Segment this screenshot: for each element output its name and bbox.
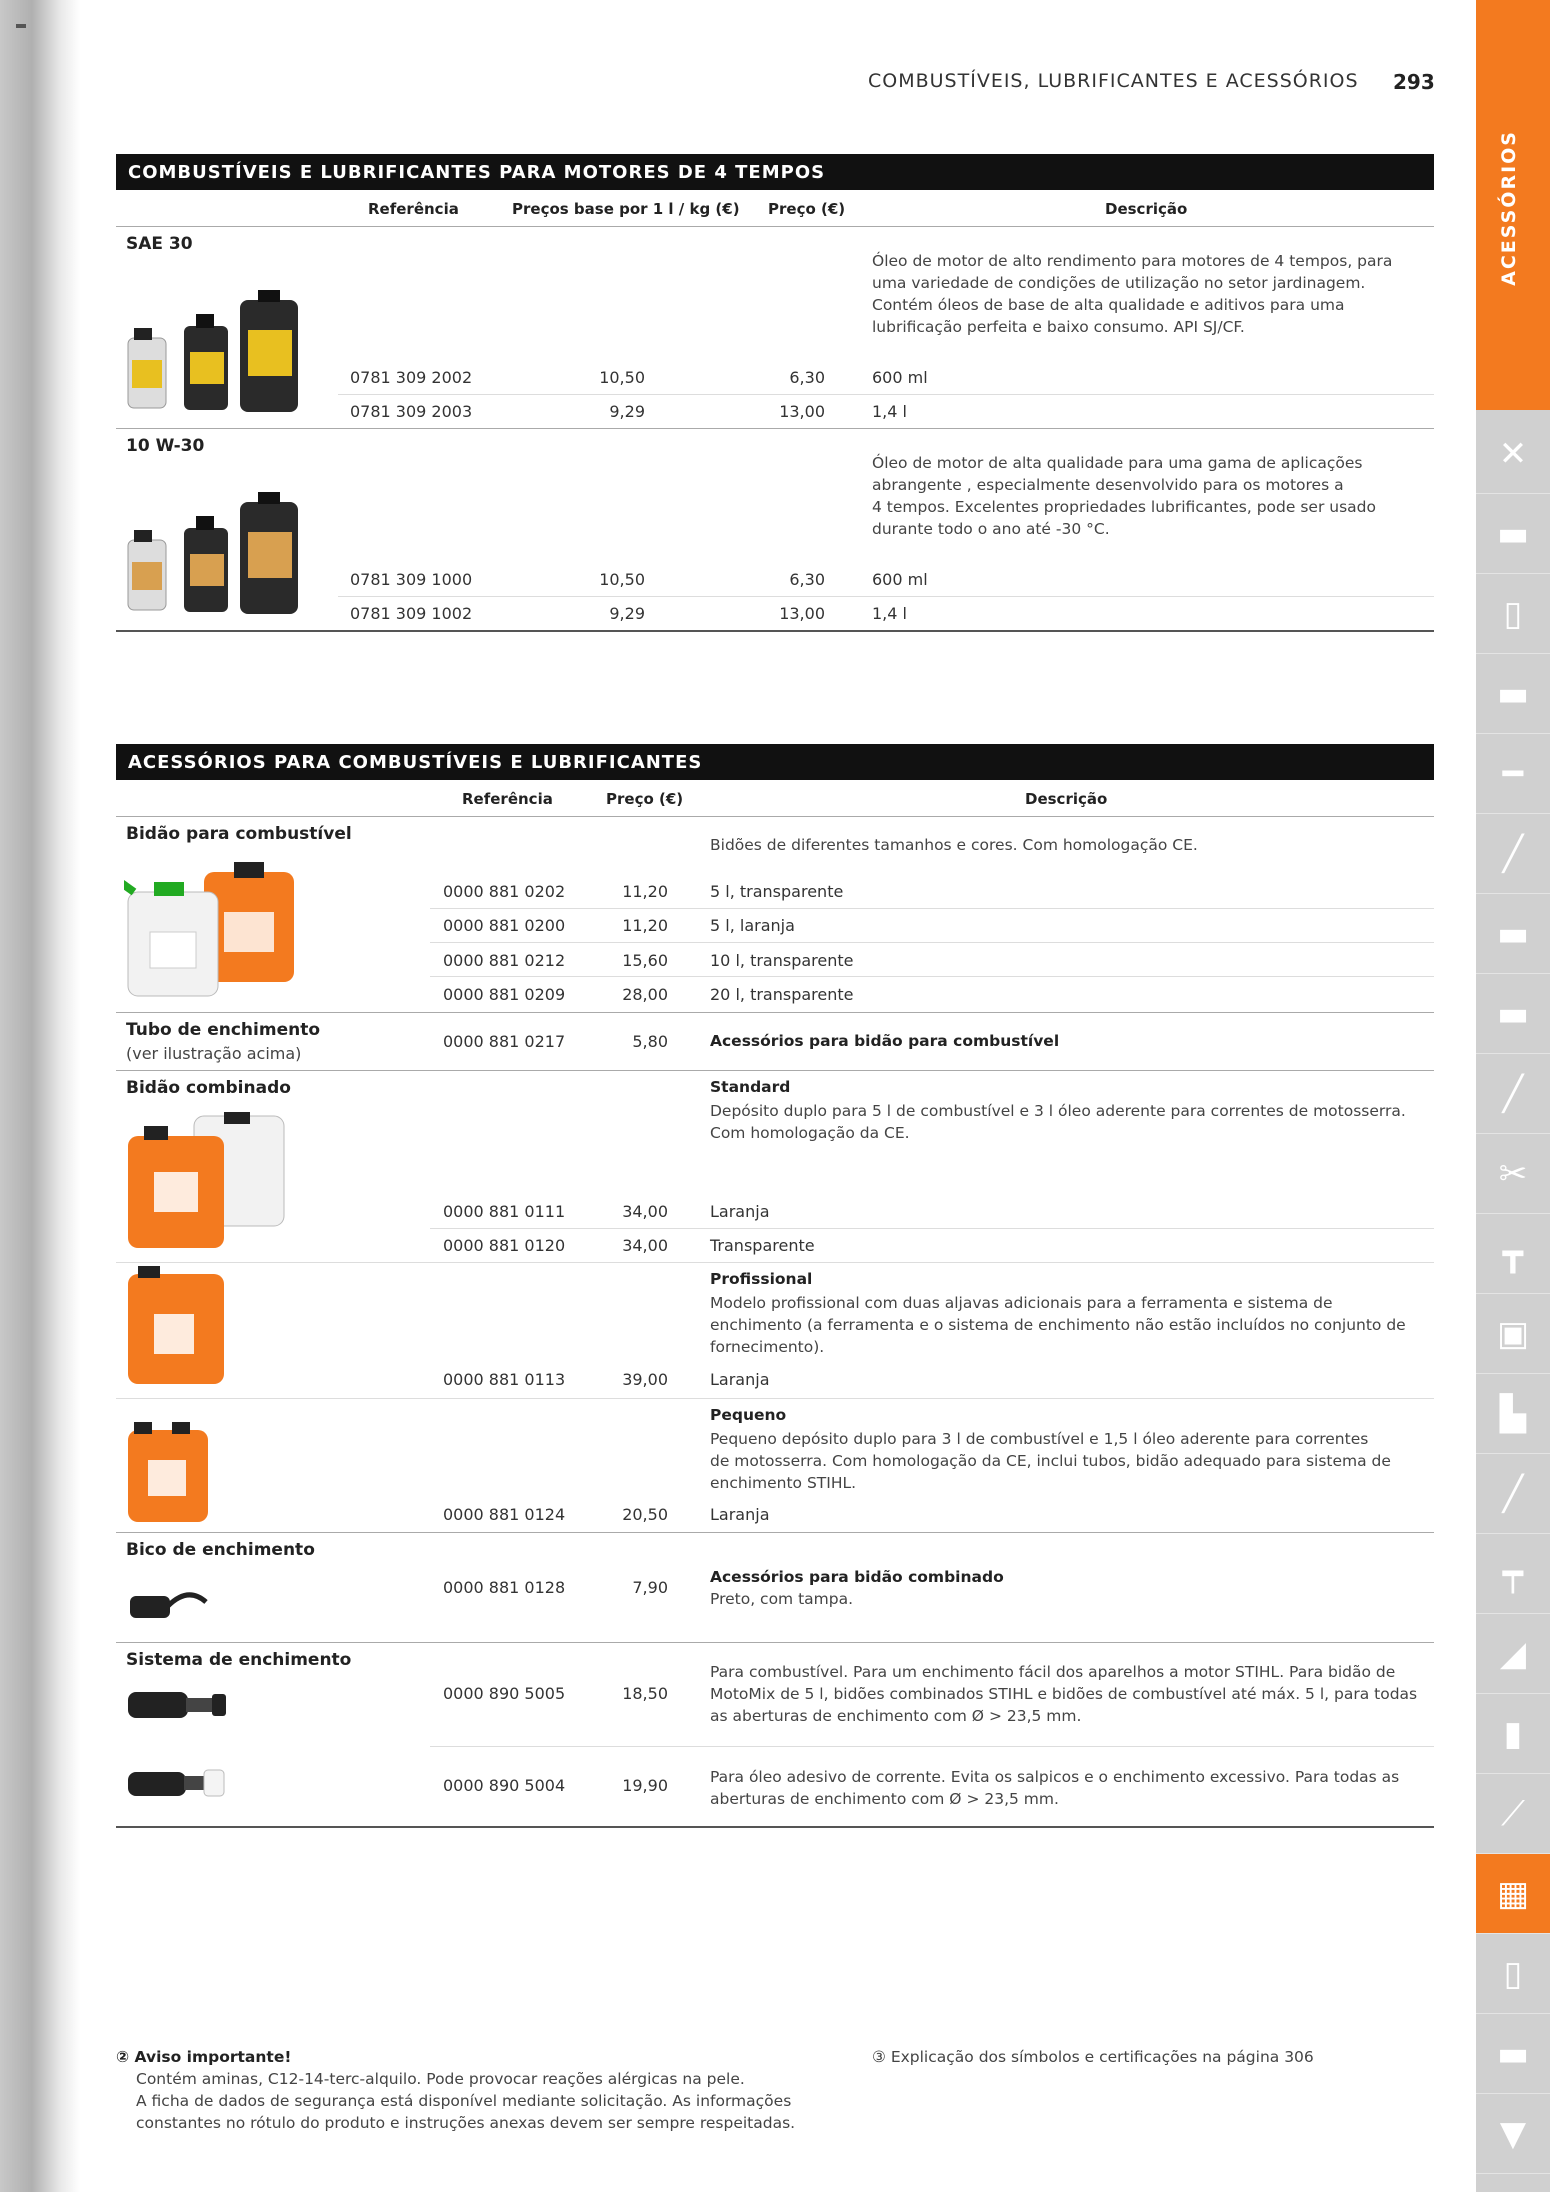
binding-gutter [0, 0, 80, 2192]
variant-description [710, 1428, 1391, 1494]
rammer-icon[interactable]: ┳ [1476, 1214, 1550, 1294]
desc-cell: Acessórios para bidão para combustível [710, 1032, 1060, 1050]
row-divider [338, 596, 1434, 597]
price-cell: 6,30 [789, 368, 825, 387]
price-cell: 19,90 [622, 1776, 668, 1795]
row-divider [430, 1228, 1434, 1229]
size-cell: 600 ml [872, 570, 928, 589]
row-divider [116, 1398, 1434, 1399]
ref-cell: 0000 881 0209 [443, 985, 566, 1004]
case-icon[interactable]: ▬ [1476, 2014, 1550, 2094]
brush-cutter-icon[interactable]: ╱ [1476, 814, 1550, 894]
product-description [710, 1766, 1399, 1810]
desc-line: lubrificação perfeita e baixo consumo. API SJ/CF. [872, 318, 1245, 336]
warning-line: A ficha de dados de segurança está disponível mediante solicitação. As informações [136, 2092, 792, 2110]
price-cell: 5,80 [632, 1032, 668, 1051]
row-divider [338, 394, 1434, 395]
desc-title: Acessórios para bidão combinado [710, 1568, 1004, 1586]
divider [116, 428, 1434, 429]
calendar-icon[interactable]: ▦ [1476, 1854, 1550, 1934]
desc-line: Para combustível. Para um enchimento fácil dos aparelhos a motor STIHL. Para bidão de [710, 1663, 1396, 1681]
base-price-cell: 10,50 [599, 368, 645, 387]
variant-title: Pequeno [710, 1406, 787, 1424]
desc-line: MotoMix de 5 l, bidões combinados STIHL e bidões de combustível até máx. 5 l, para todas [710, 1685, 1418, 1703]
product-description [872, 250, 1392, 338]
row-divider [116, 1262, 1434, 1263]
variant-description [710, 1100, 1406, 1144]
filling-system-oil-image [126, 1762, 230, 1806]
cutoff-saw-icon[interactable]: ╱ [1476, 1454, 1550, 1534]
desc-cell: 5 l, transparente [710, 882, 844, 901]
product-name: Tubo de enchimento [126, 1020, 321, 1040]
ref-cell: 0000 890 5004 [443, 1776, 566, 1795]
ref-cell: 0000 881 0217 [443, 1032, 566, 1051]
warning-line: constantes no rótulo do produto e instruções anexas devem ser sempre respeitadas. [136, 2114, 796, 2132]
desc-cell: 5 l, laranja [710, 916, 795, 935]
desc-line: de motosserra. Com homologação da CE, inclui tubos, bidão adequado para sistema de [710, 1452, 1391, 1470]
desc-line: enchimento STIHL. [710, 1474, 857, 1492]
product-name: Bidão combinado [126, 1078, 291, 1098]
ref-cell: 0000 881 0128 [443, 1578, 566, 1597]
price-cell: 13,00 [779, 402, 825, 421]
ref-cell: 0000 890 5005 [443, 1684, 566, 1703]
side-tab-acessorios[interactable]: ACESSÓRIOS [1476, 0, 1550, 410]
divider [116, 1070, 1434, 1071]
product-description [710, 1661, 1417, 1727]
price-cell: 15,60 [622, 951, 668, 970]
warning-note [116, 2046, 795, 2134]
price-cell: 20,50 [622, 1505, 668, 1524]
row-divider [430, 942, 1434, 943]
ref-cell: 0000 881 0120 [443, 1236, 566, 1255]
filling-system-image [126, 1680, 230, 1730]
ref-cell: 0781 309 2003 [350, 402, 473, 421]
desc-line: Óleo de motor de alto rendimento para motores de 4 tempos, para [872, 252, 1393, 270]
pole-pruner-icon[interactable]: ╱ [1476, 1054, 1550, 1134]
desc-line: enchimento (a ferramenta e o sistema de enchimento não estão incluídos no conjunto de [710, 1316, 1406, 1334]
product-name: 10 W-30 [126, 436, 205, 456]
row-divider [430, 1746, 1434, 1747]
desc-line: aberturas de enchimento com Ø > 23,5 mm. [710, 1790, 1059, 1808]
filling-nozzle-image [128, 1582, 210, 1628]
oil-bottles-image [124, 290, 304, 420]
desc-cell: Laranja [710, 1505, 770, 1524]
price-cell: 28,00 [622, 985, 668, 1004]
warning-line: Contém aminas, C12-14-terc-alquilo. Pode provocar reações alérgicas na pele. [136, 2070, 745, 2088]
divider [116, 1532, 1434, 1533]
bag-icon[interactable]: ▮ [1476, 1694, 1550, 1774]
scissors-icon[interactable]: ✂ [1476, 1134, 1550, 1214]
divider [116, 1642, 1434, 1643]
desc-line: as aberturas de enchimento com Ø > 23,5 mm. [710, 1707, 1082, 1725]
col-header-price: Preço (€) [606, 790, 684, 808]
ref-cell: 0000 881 0124 [443, 1505, 566, 1524]
section-end-divider [116, 1826, 1434, 1828]
ref-cell: 0000 881 0113 [443, 1370, 566, 1389]
desc-line: Modelo profissional com duas aljavas adicionais para a ferramenta e sistema de [710, 1294, 1333, 1312]
divider [116, 816, 1434, 817]
col-header-ref: Referência [462, 790, 553, 808]
product-name: Bidão para combustível [126, 824, 352, 844]
product-name: SAE 30 [126, 234, 193, 254]
desc-cell: Laranja [710, 1202, 770, 1221]
base-price-cell: 10,50 [599, 570, 645, 589]
desc-cell: Transparente [710, 1236, 815, 1255]
col-header-base: Preços base por 1 l / kg (€) [512, 200, 740, 218]
price-cell: 6,30 [789, 570, 825, 589]
price-cell: 11,20 [622, 882, 668, 901]
size-cell: 1,4 l [872, 402, 907, 421]
row-divider [430, 976, 1434, 977]
col-header-desc: Descrição [1025, 790, 1108, 808]
page-number: 293 [1393, 70, 1435, 94]
desc-line: durante todo o ano até -30 °C. [872, 520, 1110, 538]
ref-cell: 0781 309 1002 [350, 604, 473, 623]
desc-line: Para óleo adesivo de corrente. Evita os salpicos e o enchimento excessivo. Para todas as [710, 1768, 1400, 1786]
shirt-icon[interactable]: ▼ [1476, 2094, 1550, 2174]
desc-cell: Preto, com tampa. [710, 1590, 854, 1608]
fuel-cans-image [124, 862, 304, 1002]
product-description: Bidões de diferentes tamanhos e cores. Com homologação CE. [710, 836, 1198, 854]
ref-cell: 0781 309 2002 [350, 368, 473, 387]
ref-cell: 0000 881 0212 [443, 951, 566, 970]
lawnmower-icon[interactable]: ▬ [1476, 974, 1550, 1054]
divider [116, 1012, 1434, 1013]
variant-description [710, 1292, 1406, 1358]
size-cell: 600 ml [872, 368, 928, 387]
base-price-cell: 9,29 [609, 402, 645, 421]
section-header: COMBUSTÍVEIS, LUBRIFICANTES E ACESSÓRIOS [868, 70, 1359, 92]
warning-title: ② Aviso importante! [116, 2048, 292, 2066]
desc-cell: Laranja [710, 1370, 770, 1389]
ref-cell: 0000 881 0200 [443, 916, 566, 935]
shredder-icon[interactable]: ▣ [1476, 1294, 1550, 1374]
desc-line: fornecimento). [710, 1338, 825, 1356]
combi-can-standard-image [124, 1112, 294, 1254]
chainsaw-icon[interactable]: ▬ [1476, 654, 1550, 734]
symbols-note: ③ Explicação dos símbolos e certificações na página 306 [872, 2048, 1314, 2066]
price-cell: 7,90 [632, 1578, 668, 1597]
variant-title: Standard [710, 1078, 791, 1096]
ref-cell: 0781 309 1000 [350, 570, 473, 589]
product-description [872, 452, 1376, 540]
col-header-price: Preço (€) [768, 200, 846, 218]
base-price-cell: 9,29 [609, 604, 645, 623]
section-title-bar: ACESSÓRIOS PARA COMBUSTÍVEIS E LUBRIFICANTES [116, 744, 1434, 780]
desc-line: Pequeno depósito duplo para 3 l de combustível e 1,5 l óleo aderente para correntes [710, 1430, 1369, 1448]
product-name: Bico de enchimento [126, 1540, 315, 1560]
desc-line: uma variedade de condições de utilização no setor jardinagem. [872, 274, 1366, 292]
product-name: Sistema de enchimento [126, 1650, 352, 1670]
price-cell: 34,00 [622, 1236, 668, 1255]
price-cell: 11,20 [622, 916, 668, 935]
price-cell: 34,00 [622, 1202, 668, 1221]
sprayer-icon[interactable]: ▙ [1476, 1374, 1550, 1454]
tools-icon[interactable]: ✕ [1476, 414, 1550, 494]
combi-can-pro-image [124, 1266, 234, 1388]
product-note: (ver ilustração acima) [126, 1044, 302, 1063]
col-header-ref: Referência [368, 200, 459, 218]
gutter-mark [16, 24, 26, 28]
phone-icon[interactable]: ▯ [1476, 574, 1550, 654]
drill-icon[interactable]: ┯ [1476, 1534, 1550, 1614]
desc-line: Depósito duplo para 5 l de combustível e 3 l óleo aderente para correntes de motosserra. [710, 1102, 1406, 1120]
price-cell: 39,00 [622, 1370, 668, 1389]
section-title-bar: COMBUSTÍVEIS E LUBRIFICANTES PARA MOTORES DE 4 TEMPOS [116, 154, 1434, 190]
desc-cell: 10 l, transparente [710, 951, 854, 970]
bottle-icon[interactable]: ▯ [1476, 1934, 1550, 2014]
oil-bottles-image [124, 492, 304, 622]
desc-line: Óleo de motor de alta qualidade para uma gama de aplicações [872, 454, 1363, 472]
desc-cell: 20 l, transparente [710, 985, 854, 1004]
washer-icon[interactable]: ◢ [1476, 1614, 1550, 1694]
divider [116, 226, 1434, 227]
ref-cell: 0000 881 0111 [443, 1202, 566, 1221]
size-cell: 1,4 l [872, 604, 907, 623]
row-divider [430, 908, 1434, 909]
cylinder-icon[interactable]: ▬ [1476, 494, 1550, 574]
section-end-divider [116, 630, 1434, 632]
col-header-desc: Descrição [1105, 200, 1188, 218]
hedge-trimmer-icon[interactable]: ━ [1476, 734, 1550, 814]
blower-icon[interactable]: ▬ [1476, 894, 1550, 974]
desc-line: Com homologação da CE. [710, 1124, 910, 1142]
desc-line: abrangente , especialmente desenvolvido para os motores a [872, 476, 1344, 494]
axe-icon[interactable]: ⟋ [1476, 1774, 1550, 1854]
desc-line: Contém óleos de base de alta qualidade e aditivos para uma [872, 296, 1345, 314]
variant-title: Profissional [710, 1270, 813, 1288]
desc-line: 4 tempos. Excelentes propriedades lubrificantes, pode ser usado [872, 498, 1376, 516]
price-cell: 18,50 [622, 1684, 668, 1703]
price-cell: 13,00 [779, 604, 825, 623]
ref-cell: 0000 881 0202 [443, 882, 566, 901]
combi-can-small-image [124, 1420, 214, 1526]
